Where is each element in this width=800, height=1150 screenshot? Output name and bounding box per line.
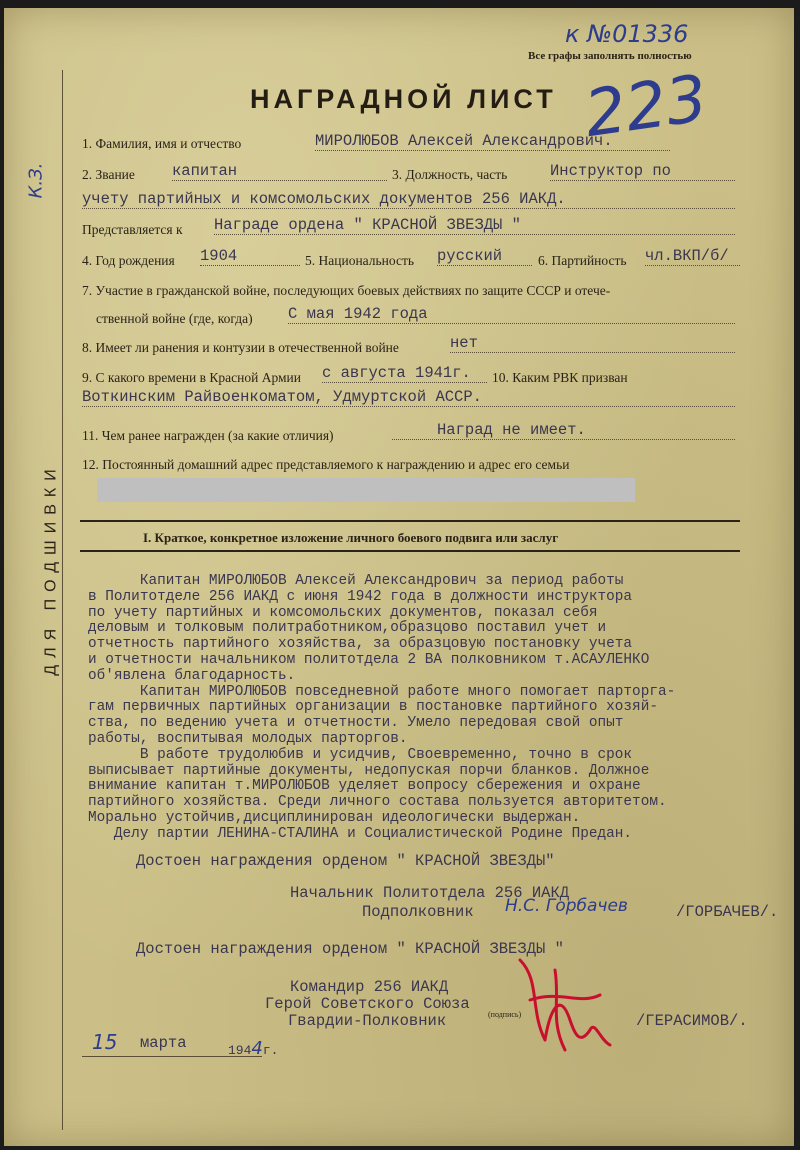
field-war-participation-label: 7. Участие в гражданской войне, последующих боевых действиях по защите СССР и отече- bbox=[82, 283, 611, 298]
body-line: отчетность партийного хозяйства, за образцовую постановку учета bbox=[88, 636, 633, 653]
merit-description bbox=[88, 574, 778, 843]
signer-1-name: /ГОРБАЧЕВ/. bbox=[676, 903, 779, 921]
field-address-label: 12. Постоянный домашний адрес представляемого к награждению и адрес его семьи bbox=[82, 457, 570, 472]
field-name-value: МИРОЛЮБОВ Алексей Александрович. bbox=[315, 132, 670, 151]
field-name-label: 1. Фамилия, имя и отчество bbox=[82, 136, 242, 151]
doc-number: к №01336 bbox=[565, 20, 689, 48]
field-position-value-2: учету партийных и комсомольских документов 256 ИАКД. bbox=[82, 190, 735, 209]
fill-note: Все графы заполнять полностью bbox=[528, 50, 692, 62]
field-party-value: чл.ВКП/б/ bbox=[645, 247, 740, 266]
body-line: об'явлена благодарность. bbox=[88, 667, 296, 684]
date-underline bbox=[82, 1056, 262, 1057]
binding-margin-label: ДЛЯ ПОДШИВКИ bbox=[42, 462, 60, 676]
signer-1-position: Начальник Политотдела 256 ИАКД bbox=[290, 884, 570, 902]
field-previous-awards-value: Наград не имеет. bbox=[392, 421, 735, 440]
signer-2-rank: Гвардии-Полковник bbox=[288, 1012, 447, 1030]
red-signature bbox=[500, 950, 630, 1060]
section-title: I. Краткое, конкретное изложение личного боевого подвига или заслуг bbox=[143, 530, 559, 545]
body-line: В работе трудолюбив и усидчив, Своевременно, точно в срок bbox=[88, 746, 633, 763]
conclusion-commander: Достоен награждения орденом " КРАСНОЙ ЗВЕЗДЫ " bbox=[136, 940, 564, 958]
field-birth-year-label: 4. Год рождения bbox=[82, 253, 175, 268]
body-line: Капитан МИРОЛЮБОВ повседневной работе много помогает парторга- bbox=[88, 683, 676, 700]
field-nationality-value: русский bbox=[437, 247, 532, 266]
signer-2-name: /ГЕРАСИМОВ/. bbox=[636, 1012, 748, 1030]
body-line: и отчетности начальником политотдела 2 ВА полковником т.АСАУЛЕНКО bbox=[88, 651, 650, 668]
body-line: гам первичных партийных организации в постановке партийного хозяй- bbox=[88, 699, 658, 716]
field-war-participation-label-2: ственной войне (где, когда) bbox=[96, 311, 253, 326]
body-line: внимание капитан т.МИРОЛЮБОВ уделяет вопросу сбережения и охране bbox=[88, 778, 641, 795]
body-line: выписывает партийные документы, недопуская порчи бланков. Должное bbox=[88, 762, 650, 779]
represented-label: Представляется к bbox=[82, 222, 183, 237]
field-rank-label: 2. Звание bbox=[82, 167, 135, 182]
date-day: 15 bbox=[92, 1030, 118, 1054]
conclusion-political-dept: Достоен награждения орденом " КРАСНОЙ ЗВЕЗДЫ" bbox=[136, 852, 555, 870]
body-line: ства, по ведению учета и отчетности. Умело передовая свой опыт bbox=[88, 715, 624, 732]
date-year-prefix: 194 bbox=[228, 1043, 252, 1058]
signer-2-position: Командир 256 ИАКД bbox=[290, 978, 449, 996]
date-year-suffix: г. bbox=[262, 1043, 279, 1058]
signature-caption: (подпись) bbox=[488, 1010, 522, 1019]
field-army-since-value: с августа 1941г. bbox=[322, 364, 487, 383]
field-position-label: 3. Должность, часть bbox=[392, 167, 508, 182]
body-line: в Политотделе 256 ИАКД с июня 1942 года в должности инструктора bbox=[88, 588, 633, 605]
body-line: по учету партийных и комсомольских документов, показал себя bbox=[88, 604, 598, 621]
field-wounds-value: нет bbox=[450, 334, 735, 353]
signer-1-signature: Н.С. Горбачев bbox=[505, 896, 628, 916]
margin-line bbox=[62, 70, 63, 1130]
field-army-since-label: 9. С какого времени в Красной Армии bbox=[82, 370, 301, 385]
handwritten-number: 223 bbox=[580, 61, 712, 153]
signer-2-title: Герой Советского Союза bbox=[265, 995, 470, 1013]
field-rank-value: капитан bbox=[172, 162, 387, 181]
address-redaction bbox=[97, 478, 635, 502]
field-party-label: 6. Партийность bbox=[538, 253, 627, 268]
field-nationality-label: 5. Национальность bbox=[305, 253, 415, 268]
body-line: Делу партии ЛЕНИНА-СТАЛИНА и Социалистической Родине Предан. bbox=[88, 825, 633, 842]
represented-value: Награде ордена " КРАСНОЙ ЗВЕЗДЫ " bbox=[214, 216, 735, 235]
field-rvk-label: 10. Каким РВК призван bbox=[492, 370, 628, 385]
signer-1-rank: Подполковник bbox=[362, 903, 474, 921]
body-line: деловым и толковым политработником,образцово поставил учет и bbox=[88, 620, 607, 637]
field-war-participation-value: С мая 1942 года bbox=[288, 305, 735, 324]
field-birth-year-value: 1904 bbox=[200, 247, 300, 266]
date-month: марта bbox=[140, 1034, 187, 1052]
date-year-digit: 4 bbox=[251, 1038, 263, 1059]
field-rvk-value: Воткинским Райвоенкоматом, Удмуртской АССР. bbox=[82, 388, 735, 407]
body-line: партийного хозяйства. Среди личного состава пользуется авторитетом. bbox=[88, 794, 667, 811]
body-line: Морально устойчив,дисциплинирован идеологически выдержан. bbox=[88, 809, 581, 826]
field-position-value: Инструктор по bbox=[550, 162, 735, 181]
body-line: работы, воспитывая молодых парторгов. bbox=[88, 730, 408, 747]
margin-note: К.З. bbox=[25, 162, 47, 199]
body-line: Капитан МИРОЛЮБОВ Алексей Александрович за период работы bbox=[88, 573, 624, 589]
section-rule-bottom bbox=[80, 550, 740, 552]
page-title: НАГРАДНОЙ ЛИСТ bbox=[250, 84, 557, 114]
field-previous-awards-label: 11. Чем ранее награжден (за какие отличия) bbox=[82, 428, 334, 443]
field-wounds-label: 8. Имеет ли ранения и контузии в отечественной войне bbox=[82, 340, 399, 355]
section-rule-top bbox=[80, 520, 740, 522]
